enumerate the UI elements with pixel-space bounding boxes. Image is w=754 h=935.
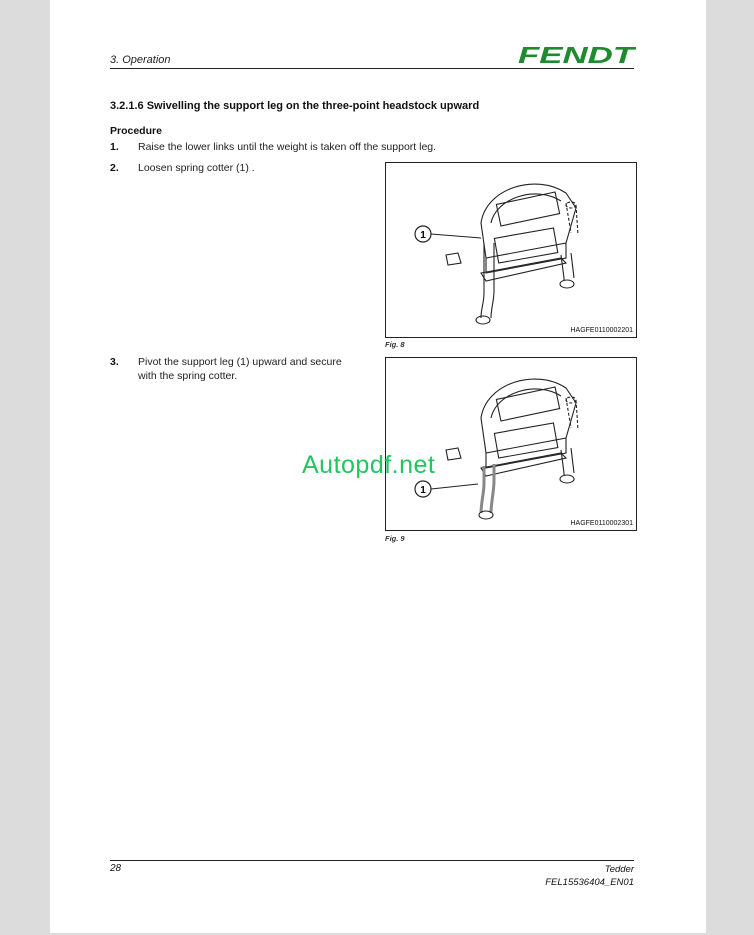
figure-8-label: Fig. 8 xyxy=(385,340,405,349)
step-2-text: Loosen spring cotter (1) . xyxy=(138,162,255,174)
footer-product: Tedder xyxy=(604,864,634,875)
page-number: 28 xyxy=(110,863,122,874)
step-1-text: Raise the lower links until the weight is taken off the support leg. xyxy=(138,141,437,153)
footer-doc-info xyxy=(545,863,634,889)
callout-1-fig8: 1 xyxy=(420,230,426,241)
document-page xyxy=(50,0,706,933)
figure-9-label: Fig. 9 xyxy=(385,534,405,543)
footer-rule xyxy=(110,860,634,861)
figure-9 xyxy=(385,357,637,531)
step-1-number: 1. xyxy=(110,141,119,153)
headstock-illustration-swivelled xyxy=(386,358,636,530)
watermark: Autopdf.net xyxy=(302,451,436,479)
chapter-header: 3. Operation xyxy=(110,54,171,66)
brand-logo-text: FENDT xyxy=(518,43,636,67)
procedure-heading: Procedure xyxy=(110,125,162,137)
step-3-text-line1: Pivot the support leg (1) upward and secure xyxy=(138,356,342,368)
callout-1-fig9: 1 xyxy=(420,485,426,496)
figure-8 xyxy=(385,162,637,338)
figure-9-code: HAGFE0110002301 xyxy=(570,520,633,527)
step-3-text-line2: with the spring cotter. xyxy=(138,370,238,382)
step-3-number: 3. xyxy=(110,356,119,368)
section-title: 3.2.1.6 Swivelling the support leg on the three-point headstock upward xyxy=(110,100,480,112)
step-2-number: 2. xyxy=(110,162,119,174)
footer-doc-id: FEL15536404_EN01 xyxy=(545,877,634,888)
headstock-illustration xyxy=(386,163,636,337)
fendt-logo xyxy=(516,43,636,72)
figure-8-code: HAGFE0110002201 xyxy=(570,327,633,334)
